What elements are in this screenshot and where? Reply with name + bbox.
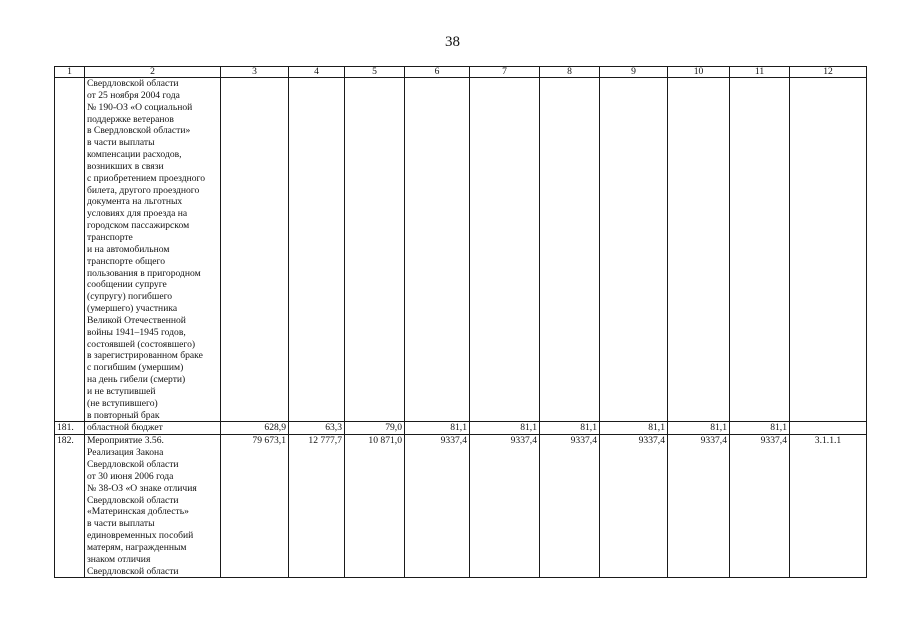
column-header: 12 [790,67,867,78]
value-cell [730,78,790,422]
column-header: 7 [470,67,540,78]
column-header-row [55,67,867,78]
description-line: (супругу) погибшего [87,291,173,303]
column-header: 10 [668,67,730,78]
description-line: возникших в связи [87,160,164,172]
value-cell: 63,3 [289,422,345,435]
row-description [85,422,221,435]
description-line: в зарегистрированном браке [87,350,203,362]
row-number [55,78,85,422]
target-code [790,78,867,422]
column-header: 6 [405,67,470,78]
column-header: 8 [540,67,600,78]
value-cell: 9337,4 [600,435,668,578]
description-line: от 25 ноября 2004 года [87,89,180,101]
column-header: 9 [600,67,668,78]
description-line: документа на льготных [87,196,183,208]
description-line: № 190-ОЗ «О социальной [87,101,193,113]
description-line: билета, другого проездного [87,184,200,196]
description-line: «Материнская доблесть» [87,506,189,518]
row-description [85,78,221,422]
description-line: в повторный брак [87,409,160,421]
description-line: транспорте общего [87,255,166,267]
value-cell: 81,1 [730,422,790,435]
description-line: от 30 июня 2006 года [87,470,174,482]
page-number: 38 [445,34,460,50]
description-line: состоявшей (состоявшего) [87,338,196,350]
description-line: в части выплаты [87,137,155,149]
description-line: Великой Отечественной [87,314,186,326]
description-line: в части выплаты [87,518,155,530]
description-line: условиях для проезда на [87,208,188,220]
column-header: 2 [85,67,221,78]
description-line: Свердловской области [87,565,179,577]
column-header: 3 [221,67,289,78]
description-line: Свердловской области [87,494,179,506]
value-cell [405,78,470,422]
value-cell: 9337,4 [668,435,730,578]
value-cell: 79,0 [345,422,405,435]
value-cell: 9337,4 [405,435,470,578]
description-line: с погибшим (умершим) [87,362,184,374]
value-cell: 79 673,1 [221,435,289,578]
table-row [55,78,867,422]
description-line: в Свердловской области» [87,125,191,137]
description-line: Свердловской области [87,78,179,89]
description-line: компенсации расходов, [87,149,182,161]
value-cell [221,78,289,422]
column-header: 5 [345,67,405,78]
value-cell: 81,1 [470,422,540,435]
value-cell: 12 777,7 [289,435,345,578]
description-line: с приобретением проездного [87,172,206,184]
value-cell: 10 871,0 [345,435,405,578]
target-code [790,422,867,435]
budget-table [54,66,867,578]
value-cell [540,78,600,422]
column-header: 11 [730,67,790,78]
value-cell: 9337,4 [540,435,600,578]
description-line: единовременных пособий [87,530,194,542]
value-cell: 628,9 [221,422,289,435]
description-line: поддержке ветеранов [87,113,174,125]
description-line: № 38-ОЗ «О знаке отличия [87,482,197,494]
value-cell [289,78,345,422]
row-number: 182. [55,435,85,578]
row-number: 181. [55,422,85,435]
description-line: транспорте [87,231,133,243]
value-cell: 9337,4 [470,435,540,578]
description-line: (умершего) участника [87,303,178,315]
value-cell [600,78,668,422]
description-line: войны 1941–1945 годов, [87,326,186,338]
value-cell [345,78,405,422]
description-line: областной бюджет [87,422,163,434]
target-code: 3.1.1.1 [790,435,867,578]
column-header: 4 [289,67,345,78]
description-line: Реализация Закона [87,447,164,459]
value-cell: 9337,4 [730,435,790,578]
value-cell [470,78,540,422]
description-line: и не вступившей [87,385,156,397]
value-cell: 81,1 [540,422,600,435]
table-row [55,435,867,578]
value-cell: 81,1 [405,422,470,435]
description-line: (не вступившего) [87,397,158,409]
description-line: Свердловской области [87,459,179,470]
value-cell: 81,1 [600,422,668,435]
value-cell: 81,1 [668,422,730,435]
value-cell [668,78,730,422]
table-row [55,422,867,435]
description-line: матерям, награжденным [87,541,187,553]
description-line: знаком отличия [87,553,151,565]
description-line: и на автомобильном [87,243,170,255]
description-line: Мероприятие 3.56. [87,435,164,447]
description-line: сообщении супруге [87,279,167,291]
description-line: городском пассажирском [87,220,190,232]
row-description [85,435,221,578]
column-header: 1 [55,67,85,78]
description-line: на день гибели (смерти) [87,374,186,386]
description-line: пользования в пригородном [87,267,201,279]
